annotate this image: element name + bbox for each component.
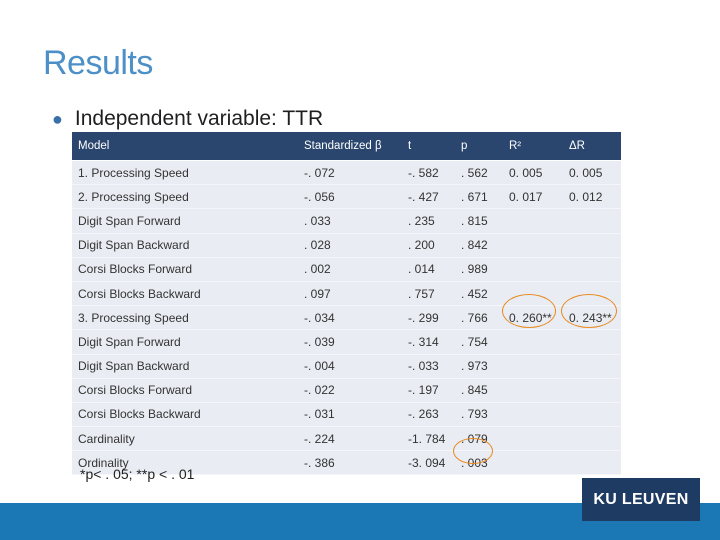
cell-model: Digit Span Forward	[72, 209, 298, 233]
cell-model: Cardinality	[72, 427, 298, 451]
table-row	[72, 185, 621, 209]
cell-model: Corsi Blocks Backward	[72, 281, 298, 305]
cell-delta-r	[563, 233, 621, 257]
ku-leuven-logo: KU LEUVEN	[582, 478, 700, 521]
cell-beta: -. 386	[298, 451, 402, 475]
cell-r2: 0. 260**	[503, 306, 563, 330]
cell-beta: -. 056	[298, 185, 402, 209]
cell-r2	[503, 257, 563, 281]
cell-t: -. 427	[402, 185, 455, 209]
cell-p: . 973	[455, 354, 503, 378]
cell-p: . 452	[455, 281, 503, 305]
table-row	[72, 330, 621, 354]
cell-delta-r	[563, 378, 621, 402]
cell-r2	[503, 209, 563, 233]
cell-p: . 989	[455, 257, 503, 281]
cell-r2	[503, 330, 563, 354]
cell-p: . 842	[455, 233, 503, 257]
cell-r2: 0. 005	[503, 161, 563, 185]
cell-model: 1. Processing Speed	[72, 161, 298, 185]
table-row	[72, 354, 621, 378]
cell-r2: 0. 017	[503, 185, 563, 209]
cell-delta-r: 0. 243**	[563, 306, 621, 330]
cell-delta-r	[563, 330, 621, 354]
table-row	[72, 402, 621, 426]
cell-model: Ordinality	[72, 451, 298, 475]
cell-t: -. 314	[402, 330, 455, 354]
cell-r2	[503, 233, 563, 257]
header-model: Model	[72, 132, 298, 161]
cell-t: -. 033	[402, 354, 455, 378]
cell-delta-r	[563, 427, 621, 451]
cell-t: . 200	[402, 233, 455, 257]
cell-beta: -. 022	[298, 378, 402, 402]
cell-beta: . 028	[298, 233, 402, 257]
slide-title: Results	[43, 44, 153, 82]
cell-beta: . 002	[298, 257, 402, 281]
table-row	[72, 209, 621, 233]
highlight-oval-delta-r	[561, 294, 617, 328]
cell-r2	[503, 427, 563, 451]
bullet-text: Independent variable: TTR	[74, 107, 324, 130]
cell-model: Digit Span Backward	[72, 233, 298, 257]
cell-model: Digit Span Backward	[72, 354, 298, 378]
table-row	[72, 427, 621, 451]
cell-t: . 014	[402, 257, 455, 281]
cell-delta-r: 0. 012	[563, 185, 621, 209]
cell-delta-r	[563, 451, 621, 475]
cell-t: -3. 094	[402, 451, 455, 475]
significance-footnote: *p< . 05; **p < . 01	[80, 466, 195, 482]
cell-delta-r	[563, 257, 621, 281]
header-delta-r: ΔR	[563, 132, 621, 161]
cell-p: . 562	[455, 161, 503, 185]
cell-p: . 079	[455, 427, 503, 451]
cell-delta-r: 0. 005	[563, 161, 621, 185]
header-t: t	[402, 132, 455, 161]
cell-p: . 793	[455, 402, 503, 426]
cell-model: 3. Processing Speed	[72, 306, 298, 330]
cell-t: . 757	[402, 281, 455, 305]
highlight-oval-r2	[502, 294, 556, 328]
cell-beta: -. 004	[298, 354, 402, 378]
cell-beta: . 033	[298, 209, 402, 233]
header-r2: R²	[503, 132, 563, 161]
cell-model: Corsi Blocks Forward	[72, 257, 298, 281]
cell-p: . 845	[455, 378, 503, 402]
cell-t: -. 197	[402, 378, 455, 402]
table-header-row	[72, 132, 621, 161]
cell-beta: -. 034	[298, 306, 402, 330]
table-row	[72, 378, 621, 402]
cell-model: Corsi Blocks Forward	[72, 378, 298, 402]
cell-t: -. 582	[402, 161, 455, 185]
cell-beta: -. 072	[298, 161, 402, 185]
bullet-dot-icon: ●	[52, 109, 63, 129]
cell-p: . 003	[455, 451, 503, 475]
header-p: p	[455, 132, 503, 161]
highlight-oval-ordinality-p	[453, 438, 493, 464]
cell-t: . 235	[402, 209, 455, 233]
table-row	[72, 161, 621, 185]
cell-t: -. 263	[402, 402, 455, 426]
cell-p: . 766	[455, 306, 503, 330]
cell-model: 2. Processing Speed	[72, 185, 298, 209]
cell-p: . 815	[455, 209, 503, 233]
bullet-point	[52, 107, 323, 131]
cell-t: -1. 784	[402, 427, 455, 451]
cell-t: -. 299	[402, 306, 455, 330]
cell-delta-r	[563, 209, 621, 233]
table-row	[72, 233, 621, 257]
cell-r2	[503, 451, 563, 475]
cell-model: Corsi Blocks Backward	[72, 402, 298, 426]
cell-delta-r	[563, 354, 621, 378]
cell-r2	[503, 378, 563, 402]
header-beta: Standardized β	[298, 132, 402, 161]
cell-beta: -. 039	[298, 330, 402, 354]
cell-p: . 671	[455, 185, 503, 209]
cell-delta-r	[563, 402, 621, 426]
cell-r2	[503, 354, 563, 378]
cell-beta: -. 031	[298, 402, 402, 426]
cell-r2	[503, 402, 563, 426]
cell-beta: -. 224	[298, 427, 402, 451]
cell-p: . 754	[455, 330, 503, 354]
cell-beta: . 097	[298, 281, 402, 305]
cell-model: Digit Span Forward	[72, 330, 298, 354]
table-row	[72, 257, 621, 281]
